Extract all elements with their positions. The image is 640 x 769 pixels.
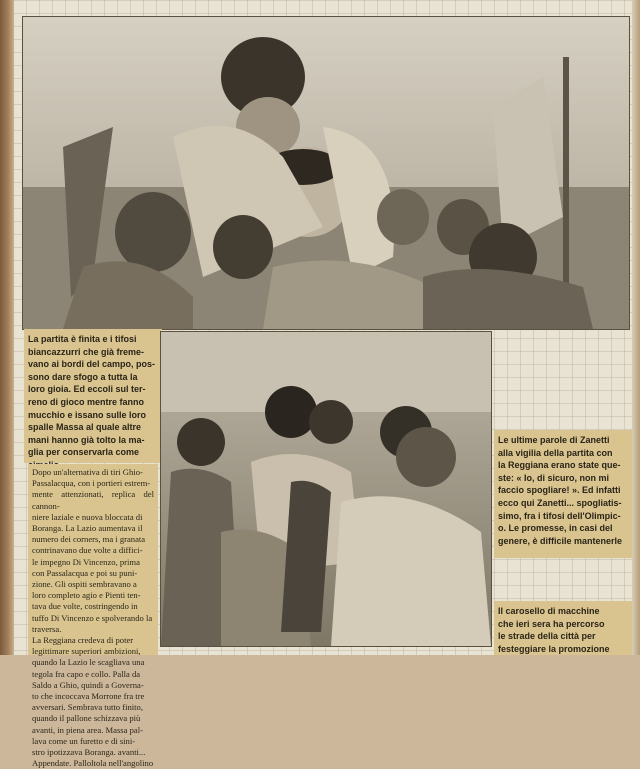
caption-bottom-right: Il carosello di macchine che ieri sera ha percorso le strade della città per festeggiare la promozione (494, 601, 632, 655)
caption-right: Le ultime parole di Zanetti alla vigilia della partita con la Reggiana erano state que- ste: « Io, di sicuro, non mi faccio spogliare! ». Ed infatti ecco qui Zanetti... spogliatis- simo, fra i tifosi dell'Olimpic- o. Le promesse, in casi del genere, è difficile mantenerle (494, 430, 632, 558)
article-text: Dopo un'alternativa di tiri Ghio- Passalacqua, con i portieri estrem- mente attenzionati, replica del cannon- niere laziale e nuova bloccata di Boranga. La Lazio aumentava il numero dei corners, ma i granata contrinavano due volte a diffici- le impegno Di Vincenzo, prima con Passalacqua e poi su puni- zione. Gli ospiti sembravano a loro completo agio e Pienti ten- tava due volte, costringendo in tuffo Di Vincenzo e spolverando la traversa. La Reggiana credeva di poter legittimare superiori ambizioni, quando la Lazio le scagliava una tegola fra capo e collo. Palla da Saldo a Ghio, quindi a Governa- to che incoccava Morrone fra tre avversari. Sembrava tutto finito, quando il pallone schizzava più avanti, in piena area. Massa pal- lava come un furetto e di sini- stro ipotizzava Boranga. avanti... Appendate. Palloltola nell'angolino (28, 464, 158, 655)
photo-crowd-image (23, 17, 629, 329)
celebration-photo-top (22, 16, 630, 330)
photo-players-image (161, 332, 491, 646)
celebration-photo-bottom (160, 331, 492, 647)
notebook-binding (0, 0, 14, 655)
page-edge (632, 0, 640, 655)
caption-top-left: La partita è finita e i tifosi biancazzurri che già freme- vano ai bordi del campo, pos- sono dare sfogo a tutta la loro gioia. Ed eccoli sul ter- reno di gioco mentre fanno mucchio e issano sulle loro spalle Massa al quale altre mani hanno già tolto la ma- glia per conservarla come (24, 329, 162, 463)
